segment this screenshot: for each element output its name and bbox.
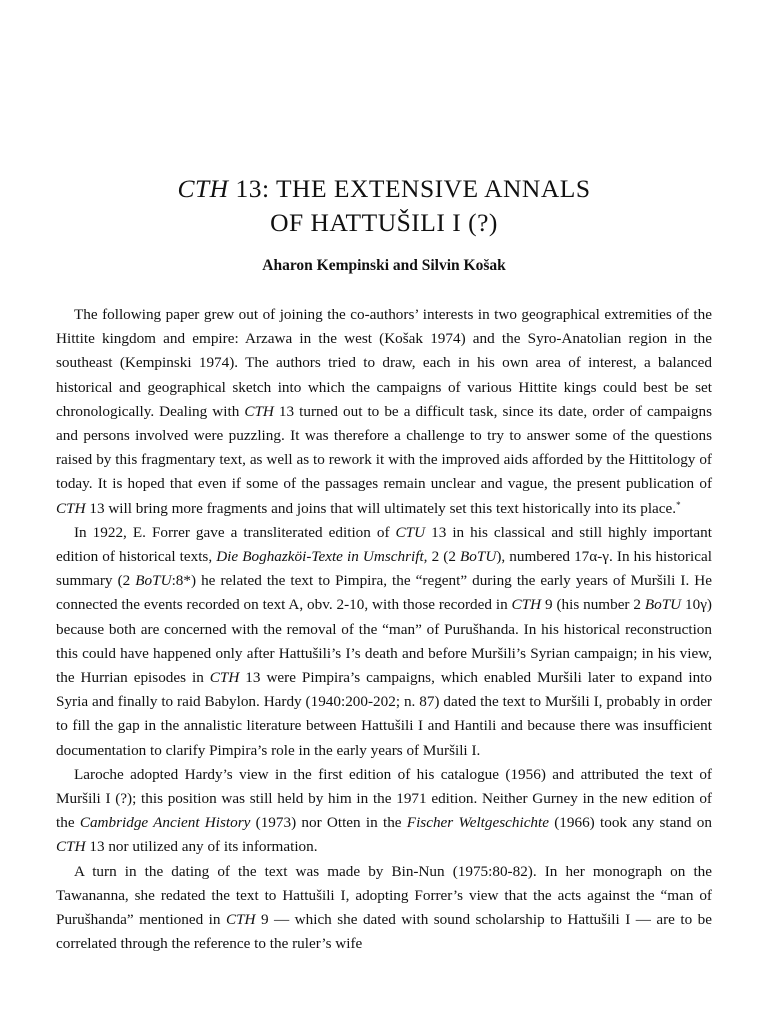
text-run: 13 nor utilized any of its information. xyxy=(85,838,318,856)
italic-text: Die Boghazköi-Texte in Umschrift, xyxy=(216,548,428,566)
text-run: In 1922, E. Forrer gave a transliterated edition of xyxy=(74,523,396,541)
text-run: 13 turned out to be a difficult task, since its date, order of campaigns and persons involved were puzzling. It was therefore a challenge to try to answer some of the questions raised by this fragmentary text, as well as to rework it with the improved aids afforded by the Hittitology of today. It is hoped that even if some of the passages remain unclear and vague, the present publication of xyxy=(56,402,713,493)
italic-text: CTH xyxy=(511,596,542,614)
paragraph xyxy=(56,521,712,763)
italic-text: BoTU xyxy=(644,596,682,614)
italic-text: CTU xyxy=(395,523,426,541)
text-run: The following paper grew out of joining the co-authors’ interests in two geographical extremities of the Hittite kingdom and empire: Arzawa in the west (Košak 1974) and the Syro-Anatolian region in the southeast (Kempinski 1974). The authors tried to draw, each in his own area of interest, a balanced historical and geographical sketch into which the campaigns of various Hittite kings could best be set chronologically. Dealing with xyxy=(56,306,712,420)
text-run: 13 in his classical and still highly important edition of historical texts, xyxy=(56,523,712,566)
text-run: A turn in the dating of the text was made by Bin-Nun (1975:80-82). In her monograph on the Tawananna, she redated the text to Hattušili I, adopting Forrer’s view that the acts against the “man of Purušhanda” mentioned in xyxy=(56,862,712,929)
italic-text: CTH xyxy=(56,838,86,856)
text-run: 13 were Pimpira’s campaigns, which enabled Muršili later to expand into Syria and finally to raid Babylon. Hardy (1940:200-202; n. 87) dated the text to Muršili I, probably in order to fill the gap in the annalistic literature between Hattušili I and Hantili and because there was insufficient documentation to clarify Pimpira’s role in the early years of Muršili I. xyxy=(56,669,712,759)
italic-text: BoTU xyxy=(460,548,497,566)
paragraph xyxy=(56,763,712,860)
text-run: :8*) he related the text to Pimpira, the “regent” during the early years of Muršili I. He connected the events recorded on text A, obv. 2-10, with those recorded in xyxy=(56,572,712,614)
title-line-2: OF HATTUŠILI I (?) xyxy=(270,208,498,237)
text-run: 13 will bring more fragments and joins that will ultimately set this text historically into its place. xyxy=(85,499,677,517)
italic-text: CTH xyxy=(56,499,86,517)
author-byline: Aharon Kempinski and Silvin Košak xyxy=(262,257,506,274)
text-run: (1966) took any stand on xyxy=(548,814,712,832)
title-line-1-rest: 13: THE EXTENSIVE ANNALS xyxy=(228,174,591,203)
article-body xyxy=(56,303,712,956)
text-run: 2 (2 xyxy=(427,548,461,566)
text-run: 10γ) because both are concerned with the removal of the “man” of Purušhanda. In his historical reconstruction this could have happened only after Hattušili’s I’s death and before Muršili’s Syrian campaign; in his view, the Hurrian episodes in xyxy=(56,596,712,687)
italic-text: BoTU xyxy=(135,572,172,590)
paragraph xyxy=(56,303,712,521)
italic-text: CTH xyxy=(225,911,256,929)
footnote-marker: * xyxy=(676,499,681,510)
title-cth: CTH xyxy=(177,174,229,203)
text-run: 9 (his number 2 xyxy=(541,596,645,614)
article-title xyxy=(0,172,768,240)
italic-text: CTH xyxy=(209,669,240,687)
text-run: ), numbered 17α-γ. In his historical summary (2 xyxy=(56,548,712,590)
paragraph xyxy=(56,860,712,957)
text-run: (1973) nor Otten in the xyxy=(250,814,407,832)
text-run: Laroche adopted Hardy’s view in the first edition of his catalogue (1956) and attributed the text of Muršili I (?); this position was still held by him in the 1971 edition. Neither Gurney in the new edition of the xyxy=(56,765,712,832)
italic-text: Fischer Weltgeschichte xyxy=(406,814,549,832)
text-run: 9 — which she dated with sound scholarship to Hattušili I — are to be correlated through the reference to the ruler’s wife xyxy=(56,911,712,953)
italic-text: CTH xyxy=(244,402,274,420)
title-line-1 xyxy=(0,172,768,206)
italic-text: Cambridge Ancient History xyxy=(79,814,251,832)
